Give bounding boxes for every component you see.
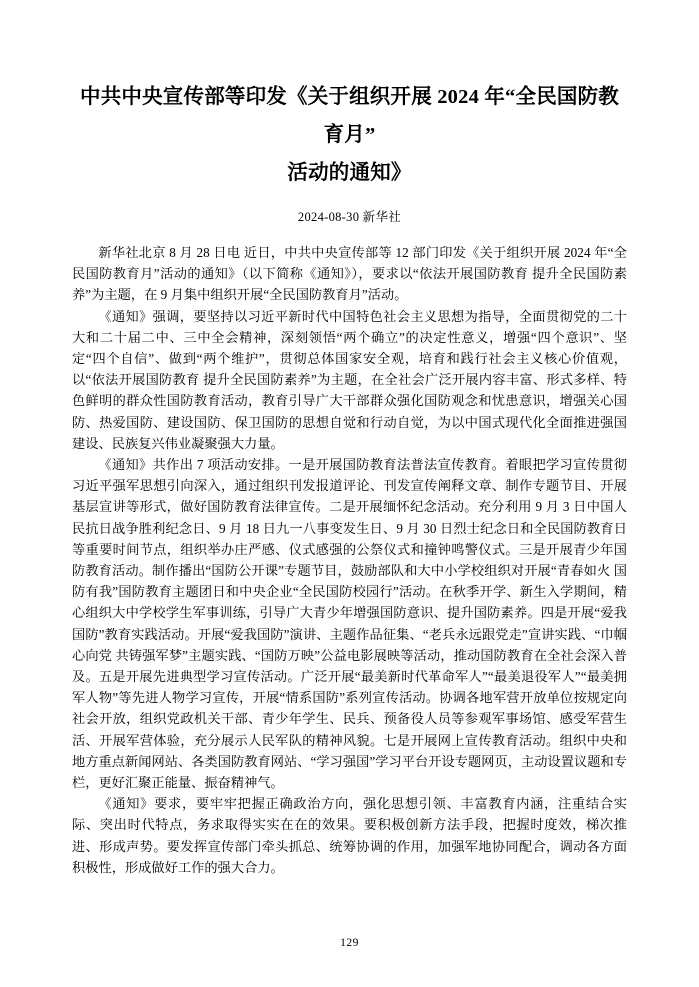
paragraph: 《通知》要求，要牢牢把握正确政治方向，强化思想引领、丰富教育内涵，注重结合实际、突出时代特点，务求取得实实在在的效果。要积极创新方法手段，把握时度效，梯次推进、形成声势。要发挥宣传部门牵头抓总、统筹协调的作用，加强军地协同配合，调动各方面积极性，形成做好工作的强大合力。 bbox=[72, 796, 627, 875]
page-number: 129 bbox=[340, 937, 359, 949]
byline: 2024-08-30 新华社 bbox=[297, 210, 402, 224]
page-title-line-2: 活动的通知》 bbox=[287, 162, 412, 184]
paragraph: 《通知》强调，要坚持以习近平新时代中国特色社会主义思想为指导，全面贯彻党的二十大和二十届二中、三中全会精神，深刻领悟“两个确立”的决定性意义，增强“四个意识”、坚定“四个自信”、做到“两个维护”，贯彻总体国家安全观，培育和践行社会主义核心价值观，以“依法开展国防教育 提升全民国防素养”为主题，在全社会广泛开展内容丰富、形式多样、特色鲜明的群众性国防教育活动，教育引导广大干部群众强化国防观念和忧患意识，增强关心国防、热爱国防、建设国防、保卫国防的思想自觉和行动自觉，为以中国式现代化全面推进强国建设、民族复兴伟业凝聚强大力量。 bbox=[72, 308, 627, 451]
paragraph: 新华社北京 8 月 28 日电 近日，中共中央宣传部等 12 部门印发《关于组织开展 2024 年“全民国防教育月”活动的通知》（以下简称《通知》），要求以“依法开展国防教育 提升全民国防素养”为主题，在 9 月集中组织开展“全民国防教育月”活动。 bbox=[72, 245, 627, 303]
paragraph: 《通知》共作出 7 项活动安排。一是开展国防教育法普法宣传教育。着眼把学习宣传贯彻习近平强军思想引向深入，通过组织刊发报道评论、刊发宣传阐释文章、制作专题节目、开展基层宣讲等形式，做好国防教育法律宣传。二是开展缅怀纪念活动。充分利用 9 月 3 日中国人民抗日战争胜利纪念日、9 月 18 日九一八事变发生日、9 月 30 日烈士纪念日和全民国防教育日等重要时间节点，组织举办庄严感、仪式感强的公祭仪式和撞钟鸣警仪式。三是开展青少年国防教育活动。制作播出“国防公开课”专题节目，鼓励部队和大中小学校组织对开展“青春如火 国防有我”国防教育主题团日和中央企业“全民国防校园行”活动。在秋季开学、新生入学期间，精心组织大中学校学生军事训练，引导广大青少年增强国防意识、提升国防素养。四是开展“爱我国防”教育实践活动。开展“爱我国防”演讲、主题作品征集、“老兵永远跟党走”宣讲实践、“巾帼心向党 共铸强军梦”主题实践、“国防万映”公益电影展映等活动，推动国防教育在全社会深入普及。五是开展先进典型学习宣传活动。广泛开展“最美新时代革命军人”“最美退役军人”“最美拥军人物”等先进人物学习宣传，开展“情系国防”系列宣传活动。协调各地军营开放单位按规定向社会开放，组织党政机关干部、青少年学生、民兵、预备役人员等参观军事场馆、感受军营生活、开展军营体验，充分展示人民军队的精神风貌。七是开展网上宣传教育活动。组织中央和地方重点新闻网站、各类国防教育网站、“学习强国”学习平台开设专题网页，主动设置议题和专栏，更好汇聚正能量、振奋精神气。 bbox=[72, 457, 627, 791]
document-body bbox=[72, 242, 627, 878]
page-title-line-1: 中共中央宣传部等印发《关于组织开展 2024 年“全民国防教育月” bbox=[80, 86, 619, 146]
page-title bbox=[78, 78, 621, 192]
